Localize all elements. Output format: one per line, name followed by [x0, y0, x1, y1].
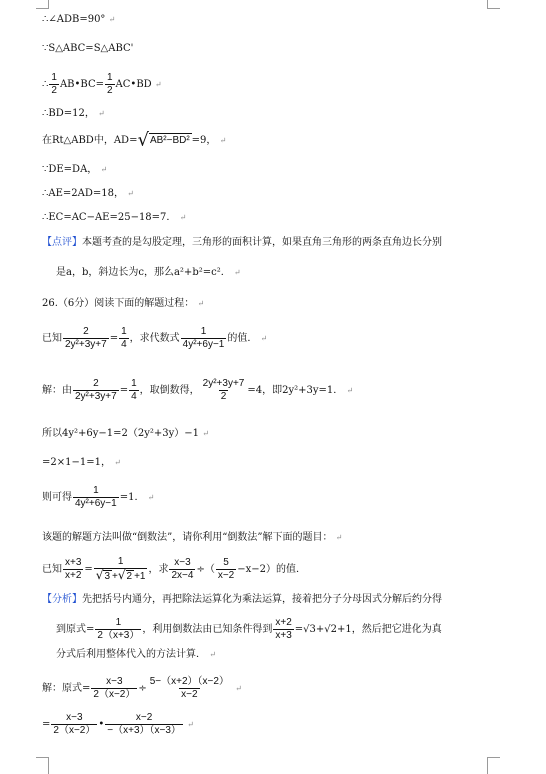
- question-26-method: 该题的解题方法叫做“倒数法”，请你利用“倒数法”解下面的题目： ↵: [42, 532, 343, 543]
- question-26-calc: =2×1−1=1， ↵: [42, 457, 121, 468]
- line-ec: ∴EC=AC−AE=25−18=7． ↵: [42, 212, 187, 223]
- line-de-da: ∵DE=DA， ↵: [42, 164, 108, 175]
- analysis-line-1: 【分析】先把括号内通分，再把除法运算化为乘法运算，接着把分子分母因式分解后约分得: [42, 594, 442, 605]
- question-26-problem: 已知 $\frac{x+3}{x+2}$ = $\frac{1}{√3 +√2 +1}$ ，求 $\frac{x-3}{2x-4}$ ÷（ $\frac{5}{x-2}$ −x−2）的值．: [42, 556, 307, 582]
- analysis-line-2: 到原式= $\frac{1}{2(x+3)}$ ，利用倒数法由已知条件得到 $\frac{x+2}{x+3}$ =√3+√2+1，然后把它进化为真: [56, 617, 442, 641]
- question-26-so: 所以4y²+6y−1=2（2y²+3y）−1 ↵: [42, 428, 209, 439]
- line-ad-pythagoras: 在Rt△ABD中，AD=√AB²−BD² =9， ↵: [42, 129, 227, 151]
- line-ae: ∴AE=2AD=18， ↵: [42, 188, 134, 199]
- crop-mark-top-left: [36, 0, 49, 9]
- line-area-equal: ∵S△ABC=S△ABC': [42, 43, 134, 54]
- crop-mark-bottom-left: [36, 757, 49, 774]
- solution-line-1: 解：原式= $\frac{x-3}{2(x-2)}$ ÷ $\frac{5-(x+2)(x-2)}{x-2}$ ↵: [42, 676, 242, 700]
- crop-mark-top-right: [487, 0, 500, 9]
- question-26-result: 则可得 $\frac{1}{\text{4y²+6y−1}}$ =1． ↵: [42, 485, 155, 509]
- solution-line-2: = $\frac{x-3}{2(x-2)}$ • $\frac{x-2}{-(x+3)(x-3)}$ ↵: [42, 712, 194, 736]
- question-26-heading: 26.（6分）阅读下面的解题过程： ↵: [42, 298, 205, 309]
- comment-tag: 【点评】: [42, 237, 82, 248]
- crop-mark-bottom-right: [487, 757, 500, 774]
- line-bd: ∴BD=12， ↵: [42, 108, 105, 119]
- line-angle-adb: ∴∠ADB=90° ↵: [42, 14, 116, 25]
- line-area-formula: ∴ $\frac{1}{2}$ AB•BC= $\frac{1}{2}$ AC•BD ↵: [42, 72, 162, 96]
- analysis-line-3: 分式后利用整体代入的方法计算． ↵: [56, 649, 216, 660]
- question-26-given: 已知 $\frac{2}{\text{2y²+3y+7}}$ = $\frac{1}{4}$ ，求代数式 $\frac{1}{\text{4y²+6y−1}}$ 的值． ↵: [42, 326, 268, 350]
- comment-line-2: 是a，b，斜边长为c，那么a²+b²=c²． ↵: [56, 267, 241, 278]
- question-26-solution: 解：由 $\frac{2}{\text{2y²+3y+7}}$ = $\frac{1}{4}$ ，取倒数得， $\frac{\text{2y²+3y+7}}{2}$ =4，即2y²+3y=1． ↵: [42, 378, 354, 402]
- analysis-tag: 【分析】: [42, 594, 82, 605]
- comment-line-1: 【点评】本题考查的是勾股定理，三角形的面积计算，如果直角三角形的两条直角边长分别: [42, 237, 442, 248]
